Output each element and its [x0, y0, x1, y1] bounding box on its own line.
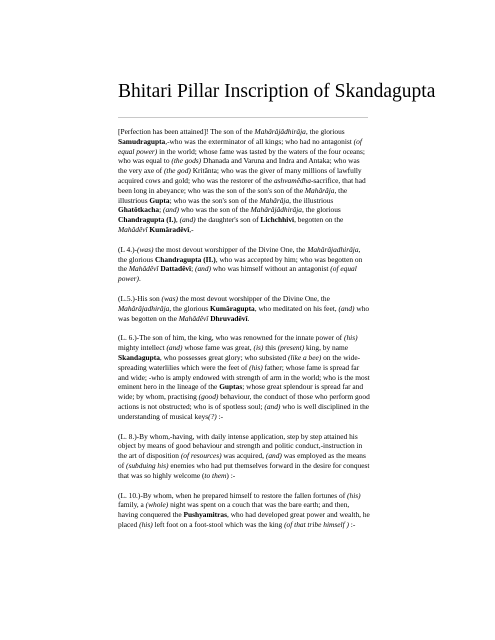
bold-text: Lichchhivi — [260, 215, 295, 225]
text-run: , the illustrious — [118, 185, 348, 205]
text-run: . — [247, 313, 250, 323]
paragraph — [118, 127, 370, 235]
document-title: Bhitari Pillar Inscription of Skandagupta — [118, 81, 436, 102]
italic-text: (was) — [137, 244, 154, 254]
italic-text: ashvamêdha — [273, 175, 311, 185]
bold-text: Kumâradêvî — [149, 224, 190, 234]
italic-text: (and) — [162, 205, 179, 215]
text-run: . — [138, 274, 141, 284]
text-run: the most devout worshipper of the Divine One, the — [153, 244, 308, 254]
text-run: , the glorious — [301, 205, 341, 215]
bold-text: Guptas — [219, 382, 243, 392]
text-run: , begotten on the — [294, 215, 344, 225]
italic-text: to them — [204, 470, 227, 480]
text-run: [Perfection has been attained]! The son of the — [118, 127, 255, 136]
text-run: night was spent on a couch that was the bare earth; and then, having conquered the — [118, 500, 350, 520]
text-run: (L. 8.)-By whom,-having, with daily intense application, step by step attained his object by means of good behaviour and strength and politic conduct,-instruction in the art of disposition — [118, 431, 363, 461]
text-run: , who was accepted by him; who was begotten on the — [118, 254, 363, 274]
italic-text: (subduing his) — [126, 460, 169, 470]
text-run: , who possesses great glory; who subsisted — [159, 352, 289, 362]
italic-text: (and) — [338, 303, 355, 313]
paragraph — [118, 294, 370, 323]
text-run: who was begotten on the — [118, 303, 370, 323]
text-run: (L.5.)-His son — [118, 293, 162, 303]
text-run: was employed as the means of — [118, 451, 366, 470]
text-run: , the glorious — [305, 127, 345, 136]
italic-text: (of equal power) — [118, 264, 357, 284]
italic-text: (was) — [161, 293, 178, 303]
italic-text: Mahâdêvî — [178, 313, 209, 323]
paragraph — [118, 432, 370, 481]
italic-text: (?) — [208, 411, 217, 421]
bold-text: Kumâragupta — [209, 303, 255, 313]
text-run: enemies who had put themselves forward in the desire for conquest that was so highly welcome ( — [118, 460, 370, 480]
text-run: :- — [216, 411, 224, 421]
paragraph — [118, 245, 370, 284]
bold-text: Samudragupta — [118, 136, 166, 146]
italic-text: (and) — [166, 343, 183, 353]
italic-text: (of resources) — [180, 451, 222, 461]
text-run: king, by name — [304, 343, 349, 353]
italic-text: Mahâdêvî — [128, 264, 159, 274]
italic-text: (and) — [179, 215, 196, 225]
text-run: ) :- — [226, 470, 236, 480]
text-run: mighty intellect — [118, 343, 167, 353]
text-run: Kritânta; who was the giver of many millions of lawfully acquired cows and gold; who was the restorer of the — [118, 166, 362, 185]
bold-text: Chandragupta (II.) — [154, 254, 216, 264]
italic-text: (whole) — [145, 500, 169, 510]
italic-text: (and) — [265, 451, 282, 461]
text-run: family, a — [118, 500, 146, 510]
text-run: behaviour, the conduct of those who perform good actions is not obstructed; who is of spotless soul; — [118, 392, 370, 411]
italic-text: (his) — [343, 333, 358, 343]
text-run: whose fame was great, — [182, 343, 254, 353]
bold-text: Chandragupta (I.) — [118, 215, 176, 225]
inscription-text — [118, 127, 370, 530]
text-run: , the glorious — [169, 303, 210, 313]
text-run: , — [175, 215, 180, 225]
text-run: -sacrifice, that had been long in abeyance; who was the son of the son's son of the — [118, 175, 366, 195]
bold-text: Dattadêvî — [160, 264, 192, 274]
text-run: , the illustrious — [289, 195, 334, 205]
text-run: , who meditated on his feet, — [254, 303, 339, 313]
italic-text: Mahârâja — [259, 195, 290, 205]
text-run: ; — [159, 205, 163, 215]
italic-text: (his) — [249, 362, 263, 372]
paragraph — [118, 333, 370, 421]
text-run: this — [263, 343, 278, 353]
text-run: (L. 6.)-The son of him, the king, who was renowned for the innate power of — [118, 333, 344, 343]
bold-text: Ghatôtkacha — [118, 205, 160, 215]
italic-text: (of equal power) — [118, 136, 362, 156]
italic-text: (his) — [347, 490, 361, 500]
italic-text: (and) — [264, 401, 281, 411]
paragraph — [118, 491, 370, 530]
text-run: the most devout worshipper of the Divine One, the — [177, 293, 330, 303]
italic-text: (good) — [198, 392, 219, 402]
text-run: , the glorious — [118, 244, 361, 264]
text-run: ; — [191, 264, 196, 274]
text-run: was acquired, — [221, 451, 266, 461]
italic-text: (present) — [277, 343, 305, 353]
italic-text: Mahârâjâdhirâja — [254, 127, 306, 136]
title-divider — [118, 117, 368, 118]
text-run: on the wide-spreading waterlilies which were the feet of — [118, 352, 361, 372]
italic-text: Mahârâjadhirâja — [118, 303, 170, 313]
bold-text: Dhruvadêvî — [210, 313, 248, 323]
text-run: who is well disciplined in the understanding of musical keys — [118, 401, 370, 421]
text-run: ; whose great splendour is spread far and wide; by whom, practising — [118, 382, 364, 402]
italic-text: Mahârâjadhirâja — [307, 244, 359, 254]
text-run: (L. 10.)-By whom, when he prepared himself to restore the fallen fortunes of — [118, 490, 348, 500]
text-run: father; whose fame is spread far and wide; -who is amply endowed with strength of arm in the world; who is the most eminent hero in the lineage of the — [118, 362, 370, 392]
italic-text: (like a bee) — [288, 352, 322, 362]
text-run: who was the son of the — [179, 205, 251, 215]
text-run: left foot on a foot-stool which was the king — [152, 519, 285, 529]
text-run: Dhanada and Varuna and Indra and Antaka; who was the very axe of — [118, 156, 360, 176]
italic-text: Mahâdêvî — [118, 224, 148, 234]
text-run: (L 4.)- — [118, 244, 138, 254]
text-run: :- — [348, 519, 356, 529]
italic-text: (and) — [195, 264, 212, 274]
bold-text: Pushyamitras — [183, 510, 227, 520]
italic-text: (is) — [253, 343, 264, 353]
italic-text: Mahârâjâdhirâja — [250, 205, 302, 215]
italic-text: (of that tribe himself ) — [284, 519, 349, 529]
text-run: who was himself without an antagonist — [211, 264, 331, 274]
text-run: ; who was the son's son of the — [169, 195, 260, 205]
italic-text: (his) — [139, 519, 153, 529]
italic-text: Mahârâja — [304, 185, 335, 195]
text-run: the daughter's son of — [195, 215, 261, 225]
text-run: ,-who was the exterminator of all kings; who had no antagonist — [165, 136, 354, 146]
bold-text: Gupta — [149, 195, 170, 205]
bold-text: Skandagupta — [118, 352, 160, 362]
italic-text: (the gods) — [171, 156, 202, 166]
text-run: , who had developed great power and wealth, he placed — [118, 510, 370, 529]
italic-text: (the god) — [163, 166, 191, 176]
text-run: in the world; whose fame was tasted by the waters of the four oceans; who was equal to — [118, 146, 365, 166]
text-run: ,- — [189, 224, 194, 234]
